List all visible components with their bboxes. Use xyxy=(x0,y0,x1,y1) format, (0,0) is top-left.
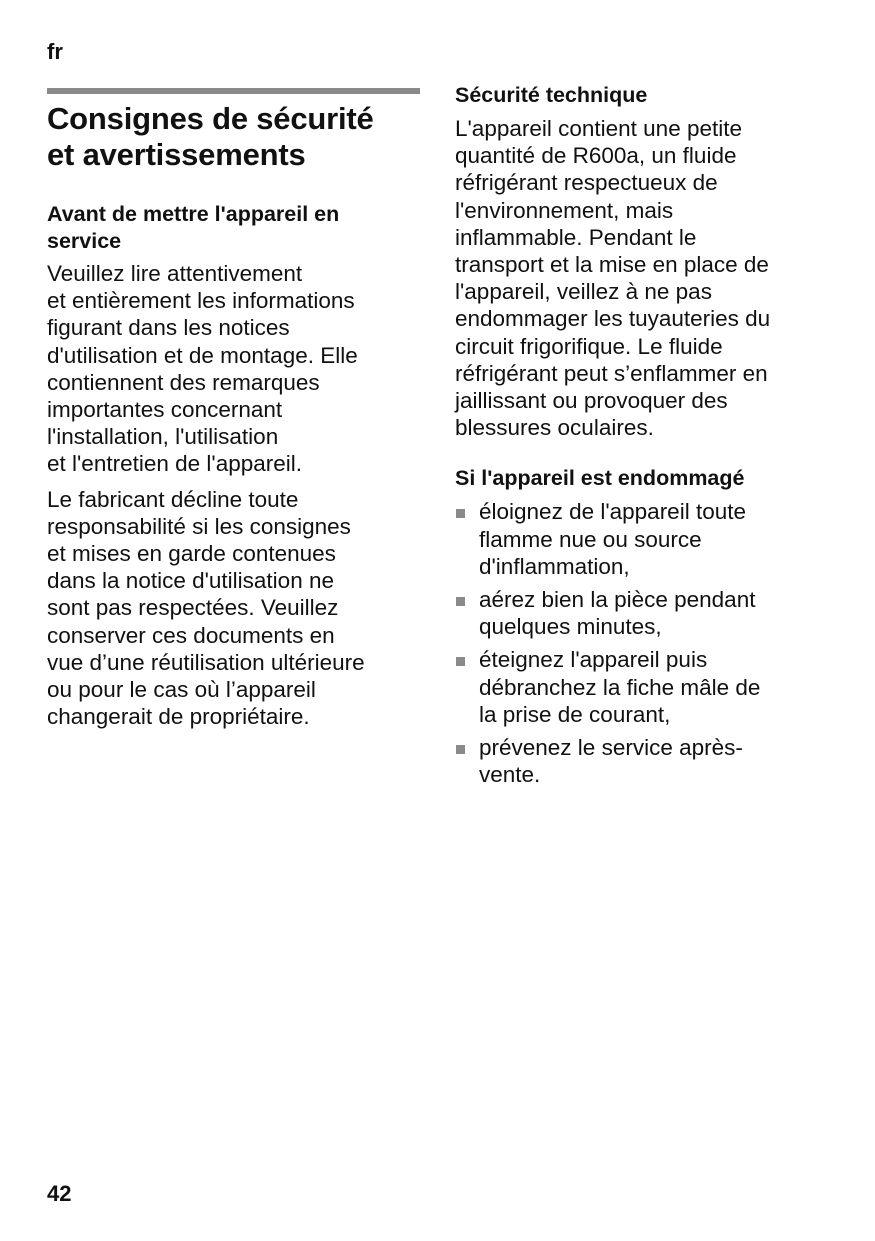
section-heading-if-damaged: Si l'appareil est endommagé xyxy=(455,466,745,491)
square-bullet-icon xyxy=(456,509,465,518)
list-item-text: prévenez le service après- vente. xyxy=(479,735,743,788)
square-bullet-icon xyxy=(456,657,465,666)
list-item xyxy=(455,586,845,640)
damage-instructions-list xyxy=(455,498,845,788)
left-column xyxy=(47,101,420,730)
language-tag: fr xyxy=(47,39,63,64)
paragraph-manufacturer-liability: Le fabricant décline toute responsabilité si les consignes et mises en garde contenues dans la notice d'utilisation ne sont pas respectées. Veuillez conserver ces documents en vue d’une réutilisation ultérieure ou pour le cas où l’appareil changerait de propriétaire. xyxy=(47,486,365,730)
list-item xyxy=(455,498,845,580)
paragraph-read-instructions: Veuillez lire attentivement et entièrement les informations figurant dans les notices d'utilisation et de montage. Elle contiennent des remarques importantes concernant l'installation, l'utilisation et l'entretien de l'appareil. xyxy=(47,261,358,477)
list-item xyxy=(455,646,845,728)
page-title: Consignes de sécurité et avertissements xyxy=(47,101,374,172)
right-column xyxy=(455,82,845,794)
list-item-text: éteignez l'appareil puis débranchez la fiche mâle de la prise de courant, xyxy=(479,647,761,727)
paragraph-technical-safety: L'appareil contient une petite quantité de R600a, un fluide réfrigérant respectueux de l'environnement, mais inflammable. Pendant le transport et la mise en place de l'appareil, veillez à ne pas endommager les tuyauteries du circuit frigorifique. Le fluide réfrigérant peut s’enflammer en jaillissant ou provoquer des blessures oculaires. xyxy=(455,116,771,441)
list-item-text: éloignez de l'appareil toute flamme nue ou source d'inflammation, xyxy=(479,499,746,579)
page-number: 42 xyxy=(47,1181,72,1206)
square-bullet-icon xyxy=(456,597,465,606)
section-heading-before-use: Avant de mettre l'appareil en service xyxy=(47,202,340,253)
title-divider xyxy=(47,88,420,94)
square-bullet-icon xyxy=(456,745,465,754)
section-heading-technical-safety: Sécurité technique xyxy=(455,83,648,107)
list-item-text: aérez bien la pièce pendant quelques minutes, xyxy=(479,587,756,640)
list-item xyxy=(455,734,845,788)
